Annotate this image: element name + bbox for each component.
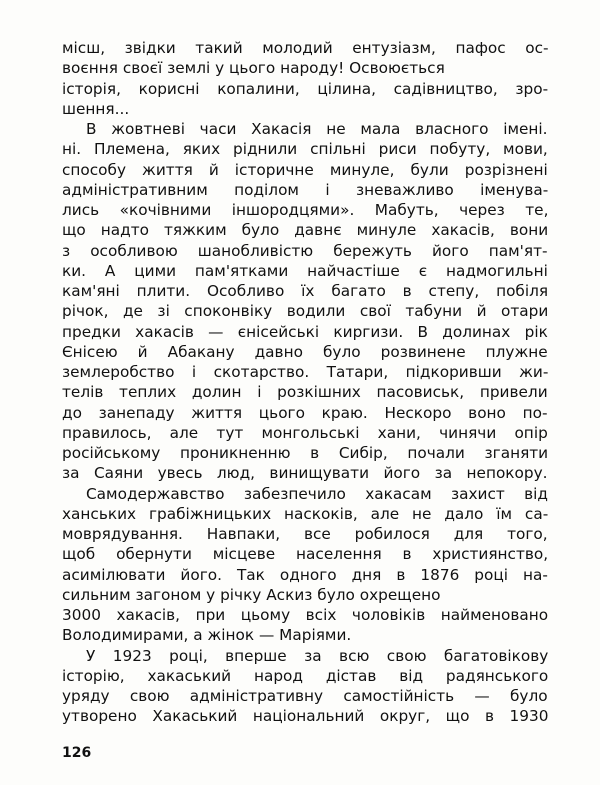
text-line: ханських грабіжницьких наскоків, але не дало їм са- bbox=[62, 504, 549, 523]
page-number: 126 bbox=[62, 745, 92, 761]
text-line: місш, звідки такий молодий ентузіазм, пафос ос- bbox=[62, 39, 549, 57]
text-line: 3000 хакасів, при цьому всіх чоловіків найменовано bbox=[62, 606, 549, 624]
text-line: моврядування. Навпаки, все робилося для того, bbox=[62, 525, 548, 543]
text-line: лись «кочівними іншородцями». Мабуть, через те, bbox=[62, 201, 549, 219]
text-line: способу життя й історичне минуле, були розрізнені bbox=[62, 160, 548, 179]
paragraph-start-line: В жовтневі часи Хакасія не мала власного імені. bbox=[86, 120, 548, 138]
text-line: кам'яні плити. Особливо їх багато в степу, побіля bbox=[62, 282, 549, 300]
text-line: уряду свою адміністративну самостійність — було bbox=[62, 687, 548, 705]
text-line: сильним загоном у річку Аскиз було охрещено bbox=[62, 585, 441, 604]
text-line: з особливою шанобливістю бережуть його пам'ят- bbox=[62, 241, 548, 260]
paragraph-start-line: У 1923 році, вперше за всю свою багатовікову bbox=[86, 646, 549, 665]
body-text bbox=[62, 38, 548, 727]
text-line: ні. Племена, яких ріднили спільні риси побуту, мови, bbox=[62, 140, 548, 159]
text-line: за Саяни увесь люд, винищувати його за непокору. bbox=[62, 464, 548, 483]
text-line: адміністративним поділом і зневажливо іменува- bbox=[62, 180, 549, 199]
text-line: Володимирами, а жінок — Маріями. bbox=[62, 626, 352, 645]
text-line: російському проникненню в Сибір, почали зганяти bbox=[62, 444, 549, 462]
text-line: Єнісею й Абакану давно було розвинене плужне bbox=[62, 342, 548, 361]
text-line: історія, корисні копалини, цілина, садівництво, зро- bbox=[62, 79, 549, 98]
text-line: до занепаду життя цього краю. Нескоро воно по- bbox=[62, 403, 548, 422]
text-line: річок, де зі споконвіку водили свої табуни й отари bbox=[62, 302, 549, 321]
paragraph-start-line: Самодержавство забезпечило хакасам захист від bbox=[86, 484, 549, 503]
text-line: ки. А цими пам'ятками найчастіше є надмогильні bbox=[62, 261, 548, 280]
text-line: воєння своєї землі у цього народу! Освоюється bbox=[62, 59, 445, 78]
text-line: предки хакасів — єнісейські киргизи. В долинах рік bbox=[62, 322, 548, 341]
text-line: асимілювати його. Так одного дня в 1876 році на- bbox=[62, 565, 548, 584]
text-line: утворено Хакаський національний округ, що в 1930 bbox=[62, 707, 549, 726]
text-line: шення... bbox=[62, 99, 130, 118]
text-line: історію, хакаський народ дістав від радянського bbox=[62, 666, 549, 685]
text-line: правилось, але тут монгольські хани, чинячи опір bbox=[62, 423, 548, 442]
text-line: землеробство і скотарство. Татари, підкоривши жи- bbox=[62, 363, 549, 381]
text-line: що надто тяжким було давнє минуле хакасів, вони bbox=[62, 221, 549, 240]
text-line: щоб обернути місцеве населення в християнство, bbox=[62, 545, 549, 564]
text-line: телів теплих долин і розкішних пасовиськ, привели bbox=[62, 383, 548, 402]
